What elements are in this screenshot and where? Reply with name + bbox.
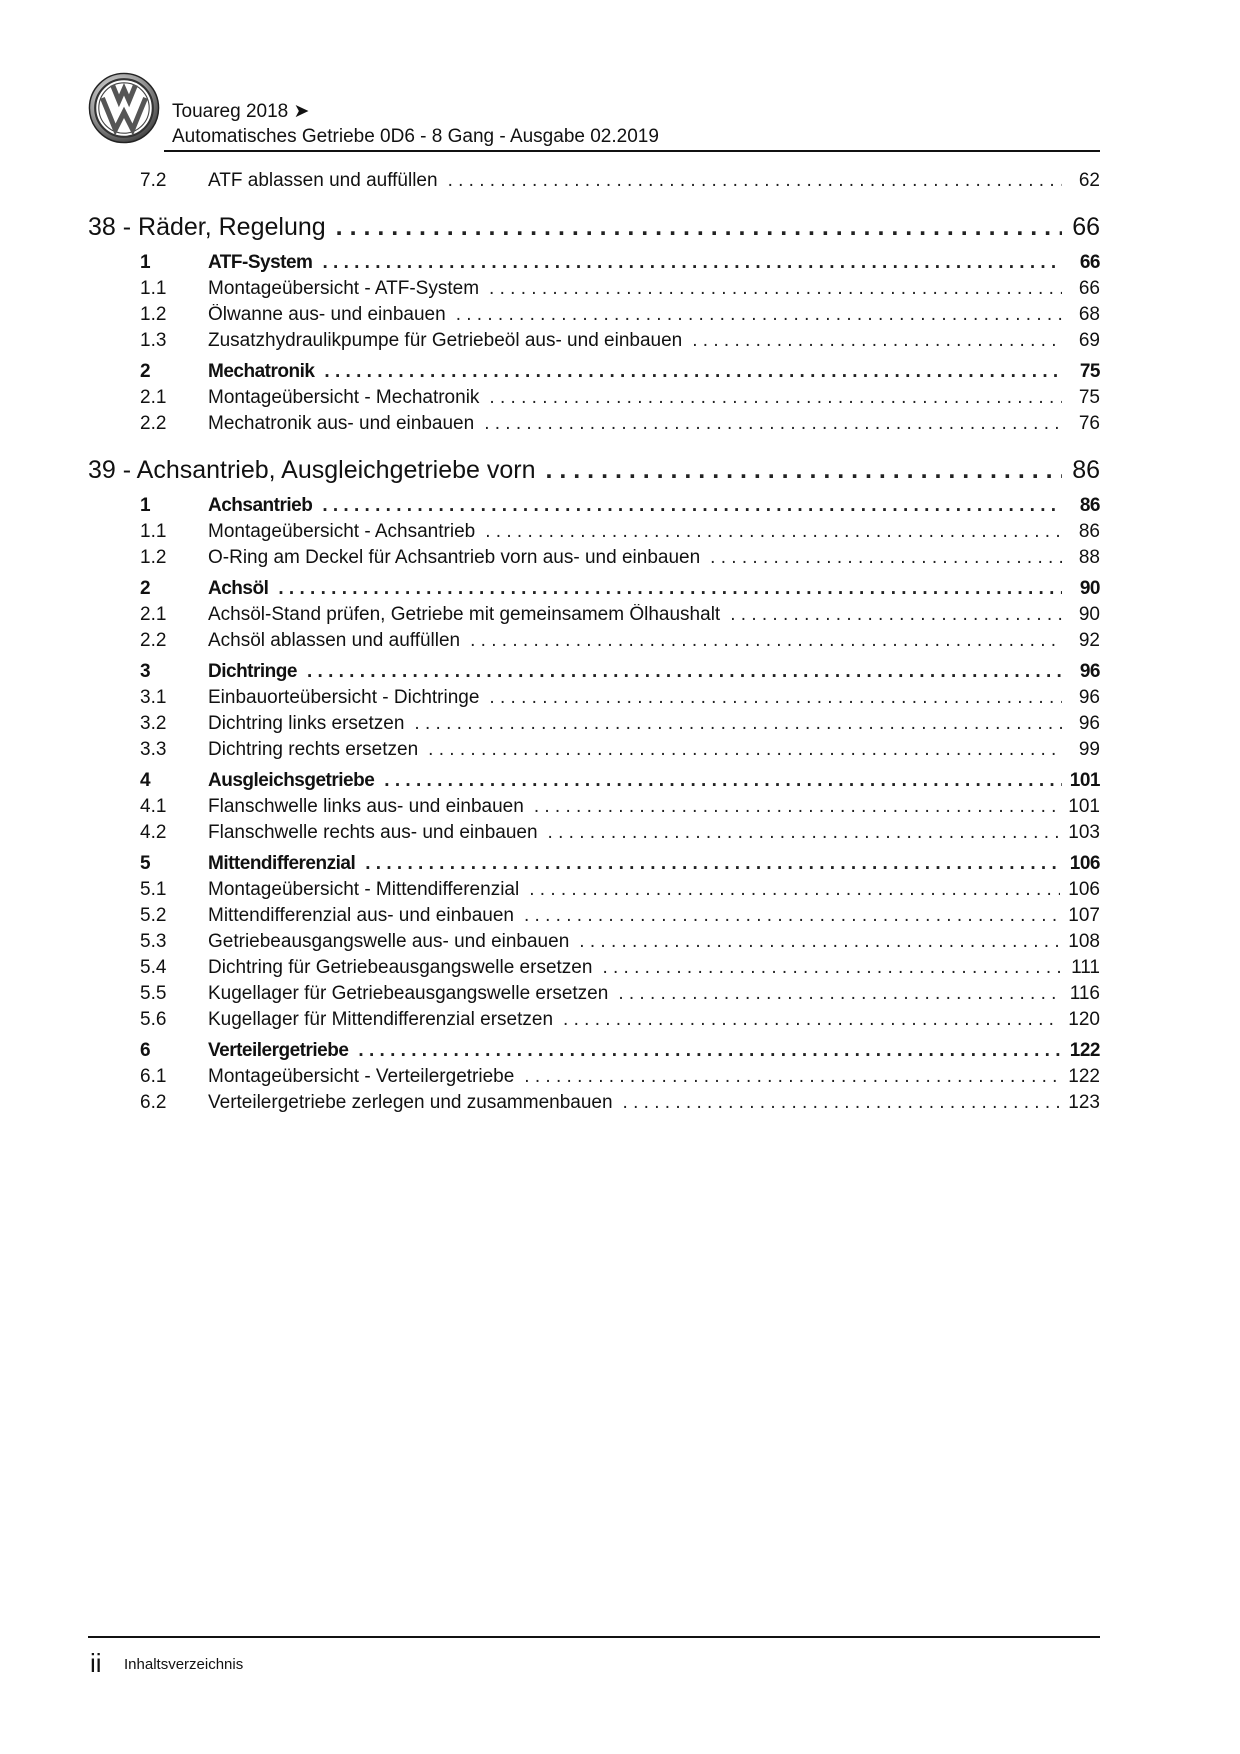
toc-page-number: 120 bbox=[1068, 1009, 1100, 1030]
toc-title: Mechatronik aus- und einbauen bbox=[208, 413, 475, 434]
toc-title: Dichtringe bbox=[208, 661, 297, 682]
toc-title: Achsöl ablassen und auffüllen bbox=[208, 630, 461, 651]
toc-title: Mittendifferenzial bbox=[208, 853, 356, 874]
toc-entry[interactable] bbox=[88, 304, 1100, 330]
toc-number: 5.2 bbox=[140, 905, 167, 926]
toc-entry[interactable] bbox=[88, 931, 1100, 957]
toc-number: 2 bbox=[140, 578, 151, 599]
header-subtitle: Automatisches Getriebe 0D6 - 8 Gang - Ausgabe 02.2019 bbox=[172, 126, 659, 147]
toc-section[interactable] bbox=[88, 361, 1100, 387]
toc-title: Kugellager für Mittendifferenzial ersetzen bbox=[208, 1009, 554, 1030]
toc-section[interactable] bbox=[88, 853, 1100, 879]
footer-rule bbox=[88, 1636, 1100, 1638]
toc-page-number: 96 bbox=[1078, 687, 1100, 708]
toc-page-number: 66 bbox=[1072, 213, 1100, 241]
toc-title: O-Ring am Deckel für Achsantrieb vorn aus- und einbauen bbox=[208, 547, 701, 568]
toc-number: 1.3 bbox=[140, 330, 167, 351]
toc-entry[interactable] bbox=[88, 413, 1100, 439]
header-rule bbox=[164, 150, 1100, 152]
table-of-contents bbox=[88, 170, 1100, 1118]
toc-section[interactable] bbox=[88, 770, 1100, 796]
footer-section-label: Inhaltsverzeichnis bbox=[124, 1656, 244, 1673]
toc-number: 4.1 bbox=[140, 796, 167, 817]
toc-entry[interactable] bbox=[88, 387, 1100, 413]
toc-entry[interactable] bbox=[88, 630, 1100, 656]
toc-title: Montageübersicht - Mechatronik bbox=[208, 387, 480, 408]
dot-leader bbox=[563, 1009, 1060, 1031]
toc-title: Achsöl bbox=[208, 578, 269, 599]
dot-leader bbox=[384, 770, 1062, 792]
toc-number: 2.1 bbox=[140, 387, 167, 408]
toc-page-number: 96 bbox=[1078, 713, 1100, 734]
toc-entry[interactable] bbox=[88, 739, 1100, 765]
toc-page-number: 101 bbox=[1068, 796, 1100, 817]
toc-page-number: 68 bbox=[1078, 304, 1100, 325]
toc-title: Montageübersicht - ATF-System bbox=[208, 278, 480, 299]
toc-page-number: 103 bbox=[1068, 822, 1100, 843]
toc-number: 1.2 bbox=[140, 304, 167, 325]
dot-leader bbox=[623, 1092, 1061, 1114]
dot-leader bbox=[489, 278, 1062, 300]
toc-section[interactable] bbox=[88, 661, 1100, 687]
toc-page-number: 106 bbox=[1068, 879, 1100, 900]
toc-title: Einbauorteübersicht - Dichtringe bbox=[208, 687, 480, 708]
toc-title: Mittendifferenzial aus- und einbauen bbox=[208, 905, 514, 926]
toc-page-number: 90 bbox=[1078, 604, 1100, 625]
dot-leader bbox=[414, 713, 1062, 735]
toc-entry[interactable] bbox=[88, 713, 1100, 739]
toc-page-number: 69 bbox=[1078, 330, 1100, 351]
dot-leader bbox=[456, 304, 1062, 326]
dot-leader bbox=[428, 739, 1062, 761]
toc-entry[interactable] bbox=[88, 687, 1100, 713]
dot-leader bbox=[548, 822, 1061, 844]
vw-logo bbox=[88, 72, 160, 144]
dot-leader bbox=[358, 1040, 1061, 1062]
toc-entry[interactable] bbox=[88, 330, 1100, 356]
toc-page-number: 101 bbox=[1069, 770, 1100, 791]
toc-page-number: 86 bbox=[1078, 521, 1100, 542]
toc-number: 3.3 bbox=[140, 739, 167, 760]
toc-title: Dichtring für Getriebeausgangswelle ersetzen bbox=[208, 957, 593, 978]
dot-leader bbox=[448, 170, 1062, 192]
toc-number: 2.2 bbox=[140, 413, 167, 434]
toc-entry[interactable] bbox=[88, 170, 1100, 196]
toc-title: 38 - Räder, Regelung bbox=[88, 213, 326, 241]
toc-number: 6.1 bbox=[140, 1066, 167, 1087]
toc-page-number: 62 bbox=[1078, 170, 1100, 191]
toc-page-number: 107 bbox=[1068, 905, 1100, 926]
toc-chapter[interactable] bbox=[88, 456, 1100, 490]
dot-leader bbox=[710, 547, 1062, 569]
toc-entry[interactable] bbox=[88, 547, 1100, 573]
toc-entry[interactable] bbox=[88, 1066, 1100, 1092]
toc-title: Achsöl-Stand prüfen, Getriebe mit gemeinsamem Ölhaushalt bbox=[208, 604, 721, 625]
toc-title: Montageübersicht - Achsantrieb bbox=[208, 521, 476, 542]
toc-number: 2 bbox=[140, 361, 151, 382]
toc-title: Verteilergetriebe bbox=[208, 1040, 349, 1061]
toc-entry[interactable] bbox=[88, 521, 1100, 547]
toc-entry[interactable] bbox=[88, 879, 1100, 905]
dot-leader bbox=[365, 853, 1062, 875]
toc-title: Mechatronik bbox=[208, 361, 315, 382]
toc-number: 1 bbox=[140, 252, 151, 273]
toc-entry[interactable] bbox=[88, 983, 1100, 1009]
toc-page-number: 111 bbox=[1071, 957, 1100, 978]
toc-entry[interactable] bbox=[88, 796, 1100, 822]
toc-entry[interactable] bbox=[88, 822, 1100, 848]
toc-page-number: 88 bbox=[1078, 547, 1100, 568]
toc-entry[interactable] bbox=[88, 604, 1100, 630]
toc-title: Montageübersicht - Verteilergetriebe bbox=[208, 1066, 515, 1087]
footer-page-number: ii bbox=[90, 1648, 102, 1678]
toc-number: 5.1 bbox=[140, 879, 167, 900]
toc-page-number: 122 bbox=[1068, 1066, 1100, 1087]
dot-leader bbox=[730, 604, 1062, 626]
toc-page-number: 116 bbox=[1069, 983, 1100, 1004]
toc-page-number: 99 bbox=[1078, 739, 1100, 760]
toc-title: Getriebeausgangswelle aus- und einbauen bbox=[208, 931, 570, 952]
toc-number: 4.2 bbox=[140, 822, 167, 843]
toc-number: 7.2 bbox=[140, 170, 167, 191]
toc-number: 6.2 bbox=[140, 1092, 167, 1113]
dot-leader bbox=[485, 521, 1062, 543]
toc-entry[interactable] bbox=[88, 957, 1100, 983]
toc-page-number: 75 bbox=[1079, 361, 1100, 382]
toc-number: 5.4 bbox=[140, 957, 167, 978]
toc-title: Dichtring links ersetzen bbox=[208, 713, 405, 734]
dot-leader bbox=[307, 661, 1062, 683]
toc-title: Zusatzhydraulikpumpe für Getriebeöl aus- und einbauen bbox=[208, 330, 683, 351]
toc-number: 5 bbox=[140, 853, 151, 874]
toc-title: 39 - Achsantrieb, Ausgleichgetriebe vorn bbox=[88, 456, 536, 484]
toc-title: Ausgleichsgetriebe bbox=[208, 770, 375, 791]
toc-section[interactable] bbox=[88, 1040, 1100, 1066]
toc-number: 1.2 bbox=[140, 547, 167, 568]
dot-leader bbox=[322, 252, 1062, 274]
toc-number: 3.1 bbox=[140, 687, 167, 708]
toc-number: 1.1 bbox=[140, 521, 167, 542]
toc-entry[interactable] bbox=[88, 1092, 1100, 1118]
toc-section[interactable] bbox=[88, 252, 1100, 278]
header-vehicle: Touareg 2018 ➤ bbox=[172, 101, 310, 122]
page-header bbox=[88, 72, 1100, 152]
toc-page-number: 108 bbox=[1068, 931, 1100, 952]
toc-title: Kugellager für Getriebeausgangswelle ersetzen bbox=[208, 983, 609, 1004]
toc-number: 4 bbox=[140, 770, 151, 791]
dot-leader bbox=[489, 387, 1062, 409]
toc-title: Achsantrieb bbox=[208, 495, 313, 516]
toc-page-number: 123 bbox=[1068, 1092, 1100, 1113]
dot-leader bbox=[534, 796, 1060, 818]
toc-title: ATF ablassen und auffüllen bbox=[208, 170, 438, 191]
toc-title: Flanschwelle links aus- und einbauen bbox=[208, 796, 524, 817]
toc-page-number: 66 bbox=[1079, 252, 1100, 273]
toc-number: 3.2 bbox=[140, 713, 167, 734]
page-footer bbox=[88, 1636, 1100, 1678]
toc-page-number: 92 bbox=[1078, 630, 1100, 651]
toc-section[interactable] bbox=[88, 495, 1100, 521]
toc-chapter[interactable] bbox=[88, 213, 1100, 247]
toc-page-number: 86 bbox=[1072, 456, 1100, 484]
toc-page-number: 96 bbox=[1079, 661, 1100, 682]
dot-leader bbox=[324, 361, 1062, 383]
toc-number: 5.5 bbox=[140, 983, 167, 1004]
dot-leader bbox=[524, 1066, 1060, 1088]
dot-leader bbox=[484, 413, 1062, 435]
toc-number: 6 bbox=[140, 1040, 151, 1061]
toc-number: 3 bbox=[140, 661, 151, 682]
dot-leader bbox=[692, 330, 1062, 352]
toc-number: 5.6 bbox=[140, 1009, 167, 1030]
toc-number: 2.2 bbox=[140, 630, 167, 651]
toc-title: ATF-System bbox=[208, 252, 313, 273]
toc-number: 1.1 bbox=[140, 278, 167, 299]
dot-leader bbox=[336, 213, 1062, 242]
toc-title: Verteilergetriebe zerlegen und zusammenbauen bbox=[208, 1092, 613, 1113]
dot-leader bbox=[322, 495, 1062, 517]
dot-leader bbox=[278, 578, 1062, 600]
toc-title: Flanschwelle rechts aus- und einbauen bbox=[208, 822, 538, 843]
toc-section[interactable] bbox=[88, 578, 1100, 604]
toc-number: 2.1 bbox=[140, 604, 167, 625]
toc-title: Ölwanne aus- und einbauen bbox=[208, 304, 446, 325]
dot-leader bbox=[470, 630, 1062, 652]
dot-leader bbox=[489, 687, 1062, 709]
toc-page-number: 90 bbox=[1079, 578, 1100, 599]
toc-number: 5.3 bbox=[140, 931, 167, 952]
dot-leader bbox=[546, 456, 1063, 485]
toc-page-number: 122 bbox=[1069, 1040, 1100, 1061]
toc-entry[interactable] bbox=[88, 905, 1100, 931]
toc-page-number: 106 bbox=[1069, 853, 1100, 874]
dot-leader bbox=[524, 905, 1060, 927]
dot-leader bbox=[529, 879, 1060, 901]
toc-page-number: 86 bbox=[1079, 495, 1100, 516]
toc-title: Montageübersicht - Mittendifferenzial bbox=[208, 879, 520, 900]
toc-title: Dichtring rechts ersetzen bbox=[208, 739, 419, 760]
dot-leader bbox=[602, 957, 1062, 979]
toc-entry[interactable] bbox=[88, 1009, 1100, 1035]
toc-number: 1 bbox=[140, 495, 151, 516]
toc-entry[interactable] bbox=[88, 278, 1100, 304]
dot-leader bbox=[618, 983, 1061, 1005]
toc-page-number: 75 bbox=[1078, 387, 1100, 408]
dot-leader bbox=[579, 931, 1060, 953]
toc-page-number: 66 bbox=[1078, 278, 1100, 299]
toc-page-number: 76 bbox=[1078, 413, 1100, 434]
